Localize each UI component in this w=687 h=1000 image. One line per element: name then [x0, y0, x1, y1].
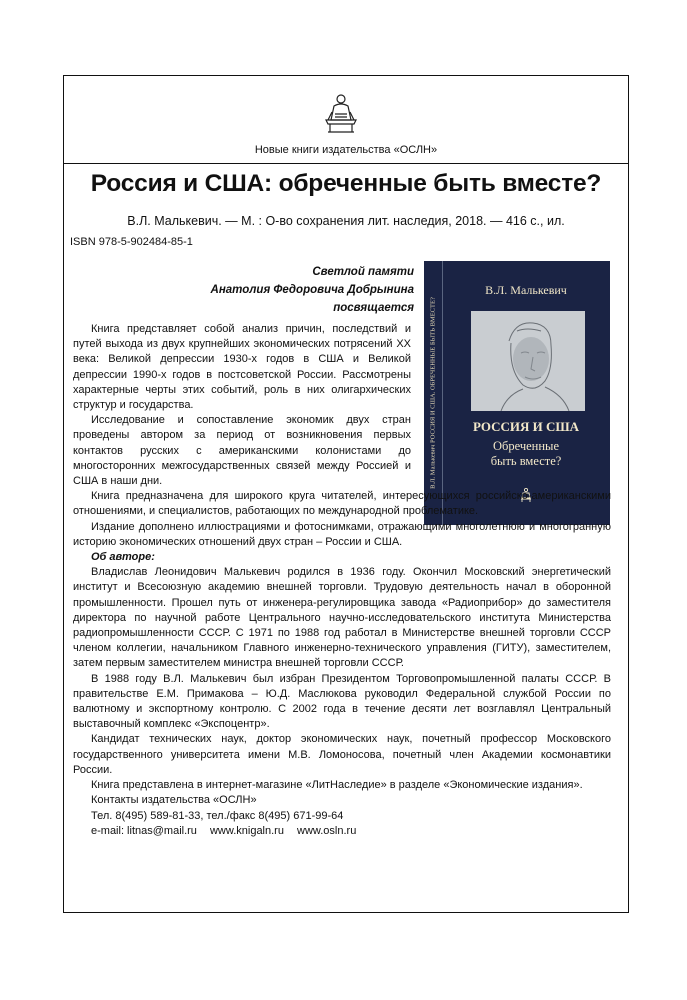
divider [63, 163, 629, 164]
publisher-logo-icon [318, 90, 364, 136]
email-link[interactable]: e-mail: litnas@mail.ru [91, 824, 197, 837]
cover-spine-text: В.Л. Малькевич РОССИЯ И США. ОБРЕЧЕННЫЕ БЫТЬ ВМЕСТЕ? [429, 297, 437, 489]
dedication-line: посвящается [333, 302, 414, 314]
website-link[interactable]: www.knigaln.ru [209, 824, 284, 837]
about-author-paragraph: Кандидат технических наук, доктор экономических наук, почетный профессор Московского государственного университета имени М.В. Ломоносова, почетный член Академии космонавтики России. [73, 733, 611, 776]
book-citation: В.Л. Малькевич. — М. : О-во сохранения лит. наследия, 2018. — 416 с., ил. [127, 214, 565, 228]
description-paragraph: Книга представляет собой анализ причин, последствий и путей выхода из двух крупнейших экономических потрясений XX века: Великой депрессии 1930-х годов в США и Великой депрессии 1990-х годов в постсоветской России. Рассмотрены характерные черты этих событий, роль в них олигархических структур и государства. [73, 323, 411, 412]
book-isbn: ISBN 978-5-902484-85-1 [70, 236, 193, 248]
description-paragraph: Издание дополнено иллюстрациями и фотоснимками, отражающими многолетнюю и многогранную историю экономических отношений двух стран – России и США. [73, 520, 611, 548]
description-paragraph: Книга предназначена для широкого круга читателей, интересующихся российско-американскими отношениями, и специалистов, работающих по международной проблематике. [73, 490, 611, 518]
about-author-paragraph: Владислав Леонидович Малькевич родился в 1936 году. Окончил Московский энергетический институт и Всесоюзную академию внешней торговли. Трудовую деятельность начал в оборонной промышленности. Прошел путь от инженера-регулировщика завода «Радиоприбор» до заместителя директора по научной работе Центрального научно-исследовательского института Министерства радиопромышленности СССР. С 1971 по 1988 год работал в Министерстве внешней торговли СССР членом коллегии, начальником Главного инженерно-технического управления (ГИТУ), заместителем, затем первым заместителем министра внешней торговли СССР. [73, 566, 611, 670]
dedication-line: Анатолия Федоровича Добрынина [210, 284, 414, 296]
dedication-line: Светлой памяти [312, 266, 414, 278]
website-link[interactable]: www.osln.ru [297, 824, 357, 837]
contacts-phones: Тел. 8(495) 589-81-33, тел./факс 8(495) 671-99-64 [91, 809, 344, 822]
cover-subtitle-line: быть вместе? [490, 454, 562, 468]
cover-title: РОССИЯ И США [472, 419, 580, 434]
about-author-paragraph: В 1988 году В.Л. Малькевич был избран Президентом Торговопромышленной палаты СССР. В правительстве Е.М. Примакова – Ю.Д. Маслюкова руководил Федеральной службой России по валютному и экспортному контролю. С 2002 года в течение десяти лет возглавлял Центральный выставочный комплекс «Экспоцентр». [73, 672, 611, 731]
description-body [73, 322, 611, 839]
description-paragraph: Исследование и сопоставление экономик двух стран проведены автором за период от возникновения первых контактов русских с американскими колонистами до многосторонних межгосударственных связей между Россией и США в наши дни. [73, 414, 411, 488]
dedication [211, 263, 414, 317]
about-author-heading: Об авторе: [91, 551, 155, 564]
contacts-block [73, 793, 611, 839]
contacts-heading: Контакты издательства «ОСЛН» [91, 794, 257, 807]
cover-author: В.Л. Малькевич [485, 283, 567, 297]
contacts-links [73, 824, 611, 839]
book-title: Россия и США: обреченные быть вместе? [90, 170, 602, 197]
about-author-paragraph: Книга представлена в интернет-магазине «ЛитНаследие» в разделе «Экономические издания». [91, 779, 583, 792]
publisher-line: Новые книги издательства «ОСЛН» [254, 144, 438, 156]
cover-subtitle-line: Обреченные [492, 439, 560, 453]
